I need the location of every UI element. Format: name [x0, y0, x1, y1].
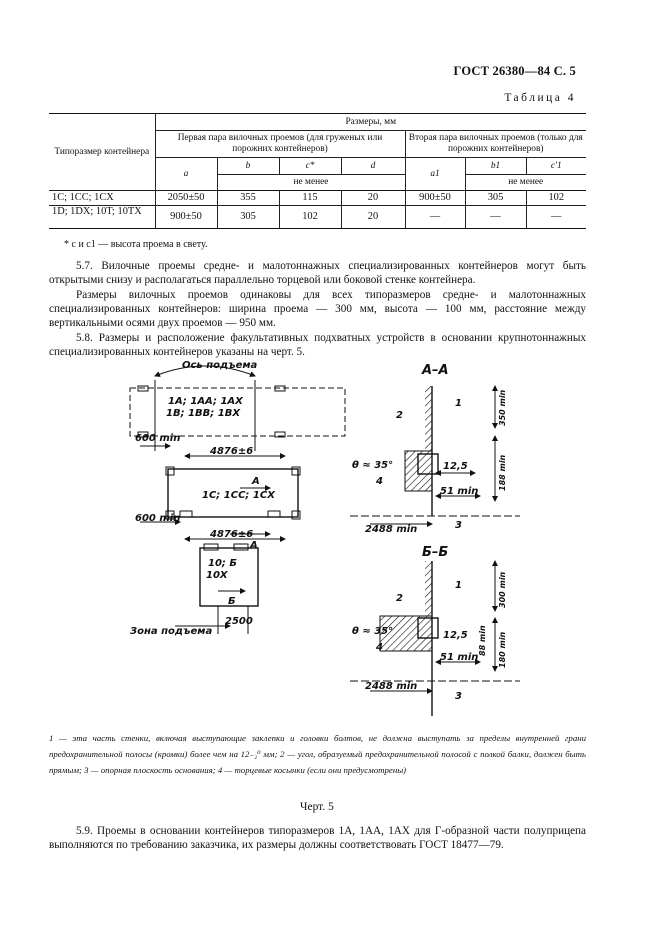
para-5-9: 5.9. Проемы в основании контейнеров типоразмеров 1А, 1АА, 1АХ для Г-образной части полуприцепа выполняются по требованию заказчика, их размеры должны соответствовать ГОСТ 18477—79.: [49, 825, 586, 852]
angle-a: θ ≈ 35°: [352, 460, 394, 471]
box1-line2: 1B; 1BB; 1BX: [166, 408, 241, 419]
not-less-1: не менее: [217, 175, 405, 191]
num-1-a: 1: [455, 398, 462, 409]
figure-label: Черт. 5: [300, 801, 334, 813]
row1-a1: 900±50: [405, 191, 465, 206]
para-5-8: 5.8. Размеры и расположение факультативных подхватных устройств в основании крупнотоннажных специализированных контейнеров указаны на черт. 5.: [49, 332, 586, 359]
pair1-header: Первая пара вилочных проемов (для груженых или порожних контейнеров): [155, 131, 405, 158]
pair2-header: Вторая пара вилочных проемов (только для порожних контейнеров): [405, 131, 586, 158]
dim-350: 350 min: [498, 389, 507, 426]
dim-4876-mid: 4876±6: [210, 529, 254, 540]
axis-label: Ось подъема: [182, 360, 258, 371]
section-bb-title: Б–Б: [422, 545, 449, 560]
section-aa-title: А–А: [422, 363, 449, 378]
not-less-2: не менее: [465, 175, 586, 191]
page-header: ГОСТ 26380—84 С. 5: [453, 64, 576, 78]
row1-c1: 102: [526, 191, 586, 206]
sub-b1: b1: [465, 158, 526, 175]
table-footnote: * c и c1 — высота проема в свету.: [64, 239, 208, 250]
sub-c1: c'1: [526, 158, 586, 175]
sub-d: d: [341, 158, 405, 175]
figure-caption: 1 — эта часть стенки, включая выступающие заклепки и головки болтов, не должна выступать за пределы внутренней грани предохранительной полосы (кромки) более чем на 12₋₂⁰ мм; 2 — угол, образуемый предохранительной полосой с полкой балки, должен быть прямым; 3 — опорная плоскость основания; 4 — торцевые косынки (если они предусмотрены): [49, 733, 586, 775]
num-1-b: 1: [455, 580, 462, 591]
angle-b: θ ≈ 35°: [352, 626, 394, 637]
box2-label: 1C; 1CC; 1CX: [202, 490, 275, 501]
num-4-a: 4: [376, 476, 383, 487]
dim-51-a: 51 min: [440, 486, 479, 497]
row2-c: 102: [279, 206, 341, 229]
row1-b: 355: [217, 191, 279, 206]
dim-2488-a: 2488 min: [365, 524, 418, 535]
zone-label: Зона подъема: [130, 626, 213, 637]
table-4: [49, 113, 586, 229]
dim-600-mid: 600 min: [135, 513, 181, 524]
row2-b: 305: [217, 206, 279, 229]
sub-c: c*: [279, 158, 341, 175]
dim-51-b: 51 min: [440, 652, 479, 663]
num-2-b: 2: [396, 593, 403, 604]
row2-type: 1D; 1DX; 10T; 10TX: [49, 206, 155, 229]
section-mark-b: Б: [228, 596, 236, 607]
dim-2500: 2500: [225, 616, 253, 627]
dim-12-b: 12,5: [443, 630, 468, 641]
num-2-a: 2: [396, 410, 403, 421]
dim-300: 300 min: [498, 571, 507, 608]
row2-b1: —: [465, 206, 526, 229]
num-3-a: 3: [455, 520, 462, 531]
dim-600-top: 600 min: [135, 433, 181, 444]
col-type-header: Типоразмер контейнера: [49, 114, 155, 191]
dim-188: 188 min: [498, 454, 507, 491]
para-5-7b: Размеры вилочных проемов одинаковы для всех типоразмеров средне- и малотоннажных специализированных контейнеров: ширина проема — 300 мм, высота — 100 мм, расстояние между вертикальными осями двух проемов — 950 мм.: [49, 289, 586, 330]
dim-4876-top: 4876±6: [210, 446, 254, 457]
sub-a1: a1: [405, 158, 465, 191]
row2-a: 900±50: [155, 206, 217, 229]
dim-12-a: 12,5: [443, 461, 468, 472]
row1-a: 2050±50: [155, 191, 217, 206]
section-mark-a1: А: [252, 476, 260, 487]
num-3-b: 3: [455, 691, 462, 702]
dim-88: 88 min: [478, 625, 487, 656]
figure-5-drawing: [100, 356, 560, 716]
row1-c: 115: [279, 191, 341, 206]
row1-d: 20: [341, 191, 405, 206]
box3-line1: 10; Б: [208, 558, 238, 569]
section-mark-a2: А: [250, 540, 258, 551]
num-4-b: 4: [376, 642, 383, 653]
row1-b1: 305: [465, 191, 526, 206]
row2-d: 20: [341, 206, 405, 229]
dim-180: 180 min: [498, 631, 507, 668]
row2-c1: —: [526, 206, 586, 229]
table-caption: Таблица 4: [504, 92, 576, 104]
dims-header: Размеры, мм: [155, 114, 586, 131]
dim-2488-b: 2488 min: [365, 681, 418, 692]
row1-type: 1C; 1CC; 1CX: [49, 191, 155, 206]
sub-b: b: [217, 158, 279, 175]
sub-a: a: [155, 158, 217, 191]
box1-line1: 1A; 1AA; 1AX: [168, 396, 243, 407]
para-5-7a: 5.7. Вилочные проемы средне- и малотоннажных специализированных контейнеров могут быть открытыми снизу и располагаться параллельно торцевой или боковой стенке контейнера.: [49, 260, 586, 287]
row2-a1: —: [405, 206, 465, 229]
box3-line2: 10X: [206, 570, 228, 581]
